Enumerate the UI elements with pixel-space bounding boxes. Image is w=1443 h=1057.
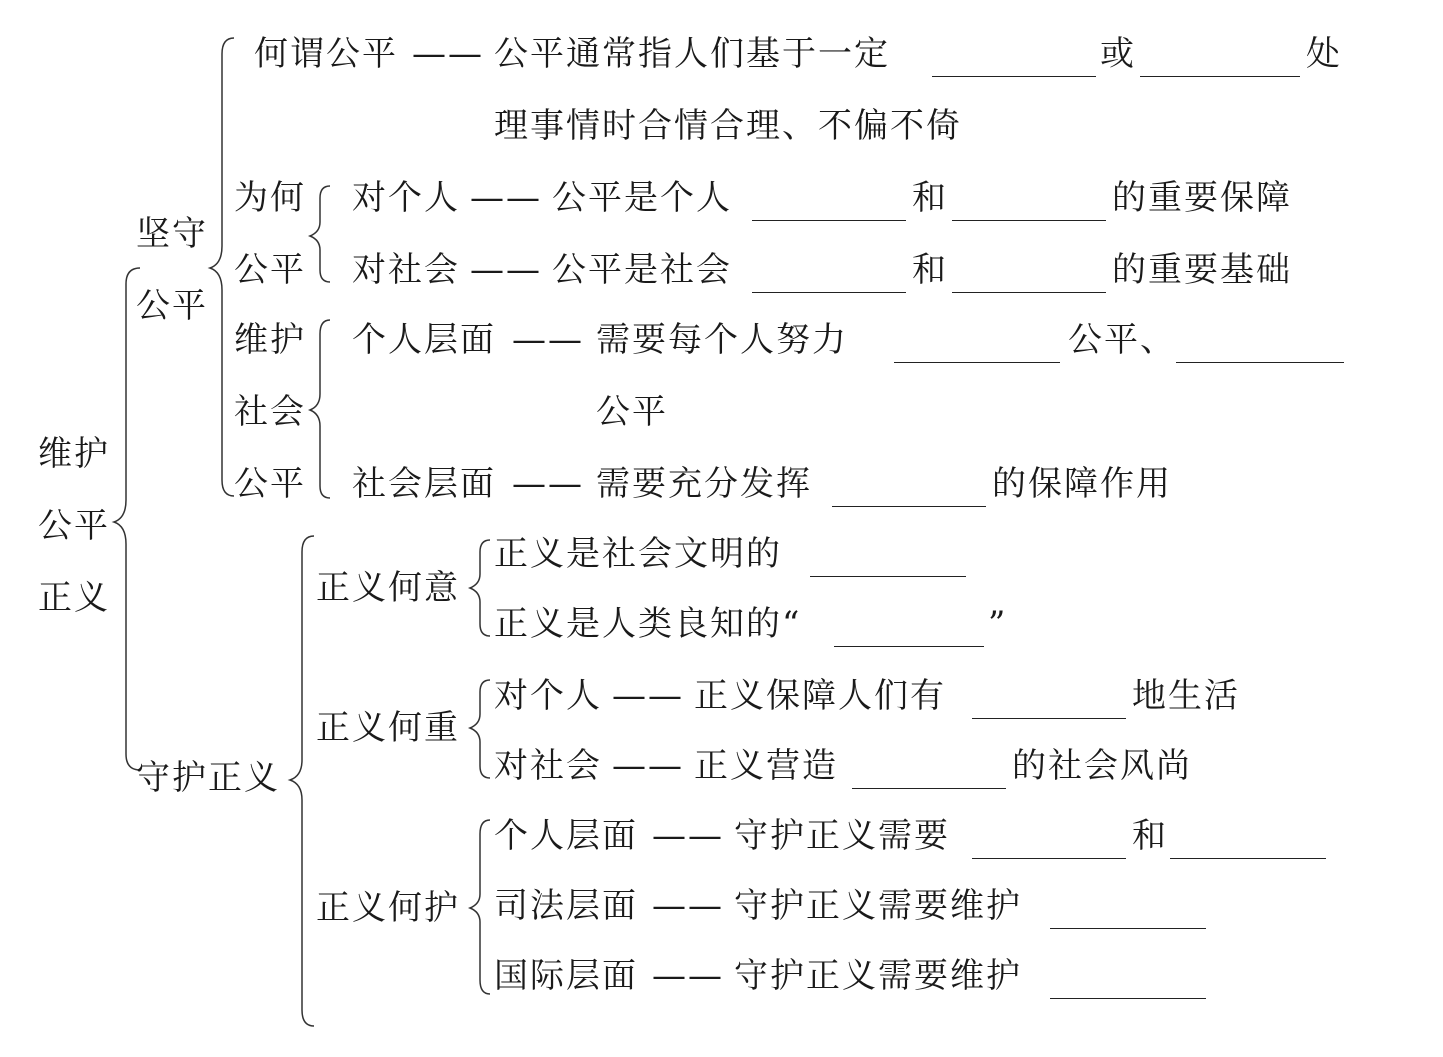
root-title-line3: 正义 [38,578,110,618]
justice-bracket [290,536,314,1026]
why-fairness-label-line1: 为何 [234,178,306,218]
protect-bracket [470,820,490,994]
root-title-line1: 维护 [38,434,110,474]
why-fairness-label-line2: 公平 [234,250,306,290]
fill-blank[interactable] [832,506,986,507]
what-fairness-text-b: 或 [1100,34,1136,74]
maintain-individual-text-b: 公平、 [1068,320,1176,360]
maintain-individual-text-a: 需要每个人努力 [596,320,848,360]
importance-label: 正义何重 [316,708,460,748]
fill-blank[interactable] [1050,998,1206,999]
fairness-bracket [210,38,234,496]
what-fairness-text-c: 处 [1306,34,1342,74]
protect-individual-dash: —— [652,816,724,856]
maintain-society-text-a: 需要充分发挥 [596,464,812,504]
protect-individual-text-a: 守护正义需要 [734,816,950,856]
why-fairness-bracket [310,186,330,282]
protect-label: 正义何护 [316,888,460,928]
root-bracket [114,268,140,770]
what-fairness-dash: —— [412,34,484,74]
importance-bracket [470,680,490,778]
fill-blank[interactable] [852,788,1006,789]
root-title-line2: 公平 [38,506,110,546]
why-society-dash: —— [470,250,542,290]
fairness-title-line2: 公平 [136,286,208,326]
importance-society-text-a: 正义营造 [694,746,838,786]
fill-blank[interactable] [952,292,1106,293]
why-society-text-a: 公平是社会 [552,250,732,290]
why-individual-label: 对个人 [352,178,460,218]
protect-international-dash: —— [652,956,724,996]
fairness-title-line1: 坚守 [136,214,208,254]
importance-society-dash: —— [612,746,684,786]
importance-individual-label: 对个人 [494,676,602,716]
protect-international-text-a: 守护正义需要维护 [734,956,1022,996]
importance-individual-text-b: 地生活 [1132,676,1240,716]
fill-blank[interactable] [1170,858,1326,859]
fill-blank[interactable] [972,858,1126,859]
why-individual-text-c: 的重要保障 [1112,178,1292,218]
meaning-line2-b: ” [988,604,1008,644]
why-society-text-b: 和 [912,250,948,290]
fill-blank[interactable] [810,576,966,577]
why-individual-dash: —— [470,178,542,218]
fill-blank[interactable] [1050,928,1206,929]
fill-blank[interactable] [932,76,1096,77]
importance-society-label: 对社会 [494,746,602,786]
importance-individual-text-a: 正义保障人们有 [694,676,946,716]
importance-individual-dash: —— [612,676,684,716]
protect-judicial-text-a: 守护正义需要维护 [734,886,1022,926]
protect-international-label: 国际层面 [494,956,638,996]
fill-blank[interactable] [1140,76,1300,77]
protect-individual-text-b: 和 [1132,816,1168,856]
fill-blank[interactable] [752,220,906,221]
why-individual-text-b: 和 [912,178,948,218]
why-society-text-c: 的重要基础 [1112,250,1292,290]
maintain-individual-dash: —— [512,320,584,360]
protect-individual-label: 个人层面 [494,816,638,856]
fill-blank[interactable] [894,362,1060,363]
fill-blank[interactable] [752,292,906,293]
maintain-individual-text-c: 公平 [596,392,668,432]
maintain-label-line2: 社会 [234,392,306,432]
why-society-label: 对社会 [352,250,460,290]
what-fairness-text-a: 公平通常指人们基于一定 [494,34,890,74]
maintain-fairness-bracket [310,320,330,498]
maintain-society-dash: —— [512,464,584,504]
fill-blank[interactable] [834,646,984,647]
maintain-individual-label: 个人层面 [352,320,496,360]
meaning-line2-a: 正义是人类良知的“ [494,604,802,644]
fill-blank[interactable] [972,718,1126,719]
justice-title: 守护正义 [136,758,280,798]
what-fairness-text-d: 理事情时合情合理、不偏不倚 [494,106,962,146]
maintain-society-label: 社会层面 [352,464,496,504]
why-individual-text-a: 公平是个人 [552,178,732,218]
maintain-label-line3: 公平 [234,464,306,504]
protect-judicial-label: 司法层面 [494,886,638,926]
fill-blank[interactable] [1176,362,1344,363]
meaning-label: 正义何意 [316,568,460,608]
what-fairness-label: 何谓公平 [254,34,398,74]
fill-blank[interactable] [952,220,1106,221]
protect-judicial-dash: —— [652,886,724,926]
importance-society-text-b: 的社会风尚 [1012,746,1192,786]
meaning-bracket [470,540,490,636]
maintain-society-text-b: 的保障作用 [992,464,1172,504]
maintain-label-line1: 维护 [234,320,306,360]
meaning-line1: 正义是社会文明的 [494,534,782,574]
